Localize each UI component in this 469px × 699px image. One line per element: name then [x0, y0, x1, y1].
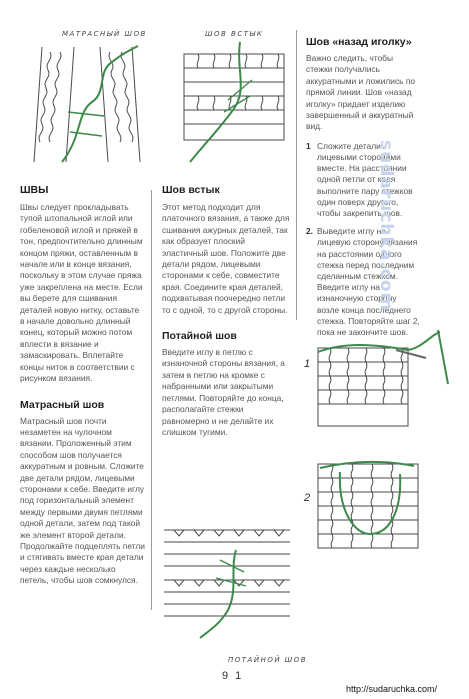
backstitch-title: Шов «назад иголку»	[306, 36, 412, 48]
backstitch-steps	[306, 141, 420, 338]
page-number: 9 1	[222, 670, 244, 682]
mattress-body: Матрасный шов почти незаметен на чулочном вязании. Проложенный этим способом шов получается аккуратным и ровным. Сложите две детали рядом, лицевыми сторонами к себе. Введите иглу под горизонтальный элемент между первыми двумя петлями одной детали, затем под такой же элемент второй детали. Продолжайте подцеплять петли и стягивать вместе края детали через каждые несколько петель, чтобы шов сомкнулся.	[20, 415, 145, 586]
column-divider-left	[151, 190, 152, 610]
hidden-body: Введите иглу в петлю с изнаночной стороны вязания, а затем в петлю на кромке с набранными или закрытыми петлями. Повторяйте до конца, располагайте стежки равномерно и не делайте их слишком тугими.	[162, 347, 285, 437]
backstitch-step-1: 1 Сложите детали лицевыми сторонами вместе. На расстоянии одной петли от края выполните пару стежков один поверх другого, чтобы закрепить шов.	[306, 140, 413, 219]
seams-title: ШВЫ	[20, 184, 49, 196]
backstitch-figure-2	[314, 450, 424, 554]
hidden-title: Потайной шов	[162, 330, 237, 343]
butt-section	[162, 184, 290, 438]
backstitch-step-2: 2. Выведите иглу на лицевую сторону вязания на расстоянии одного стежка перед последним сделанным стежком. Введите иглу на изнаночную сторону возле конца последнего стежка. Повторяйте шаг 2, пока не закончите шов.	[306, 226, 420, 338]
hidden-seam-illustration	[160, 520, 294, 642]
column-divider-right	[296, 30, 297, 320]
mattress-caption: МАТРАСНЫЙ ШОВ	[62, 30, 147, 38]
backstitch-section	[306, 36, 420, 345]
figure-1-label: 1	[304, 358, 311, 370]
backstitch-figure-1	[314, 328, 452, 432]
seams-section	[20, 184, 146, 587]
mattress-seam-illustration	[22, 42, 150, 172]
seams-body: Швы следует прокладывать тупой штопальной иглой или гобеленовой иглой и пряжей в тон, предпочтительно длинным концом пряжи, оставленным в начале или в конце вязания, поскольку в этом случае пряжа уже закреплена на месте. Если вы берете для сшивания деталей новую нитку, оставьте в начале довольно длинный конец, который можно потом вплести в вязание и замаскировать. Вплетайте концы ниток в соответствии с рисунком вязания.	[20, 202, 143, 384]
butt-title: Шов встык	[162, 184, 220, 196]
figure-2-label: 2	[304, 492, 311, 504]
backstitch-intro: Важно следить, чтобы стежки получались аккуратными и ложились по прямой линии. Шов «назад иголку» придает изделию завершенный и аккуратный вид.	[306, 53, 416, 132]
butt-caption: ШОВ ВСТЫК	[205, 30, 264, 38]
watermark: sudaruchka.com	[376, 140, 396, 312]
hidden-caption: ПОТАЙНОЙ ШОВ	[228, 656, 308, 664]
butt-seam-illustration	[178, 40, 290, 168]
mattress-title: Матрасный шов	[20, 398, 105, 411]
butt-body: Этот метод подходит для платочного вязания, а также для сшивания ажурных деталей, так как образует плоский эластичный шов. Положите две детали рядом, лицевыми сторонами к себе, совместите края. Соедините края деталей, подхватывая поочередно петли то с одной, то с другой стороны.	[162, 202, 290, 315]
site-url[interactable]: http://sudaruchka.com/	[346, 684, 438, 694]
